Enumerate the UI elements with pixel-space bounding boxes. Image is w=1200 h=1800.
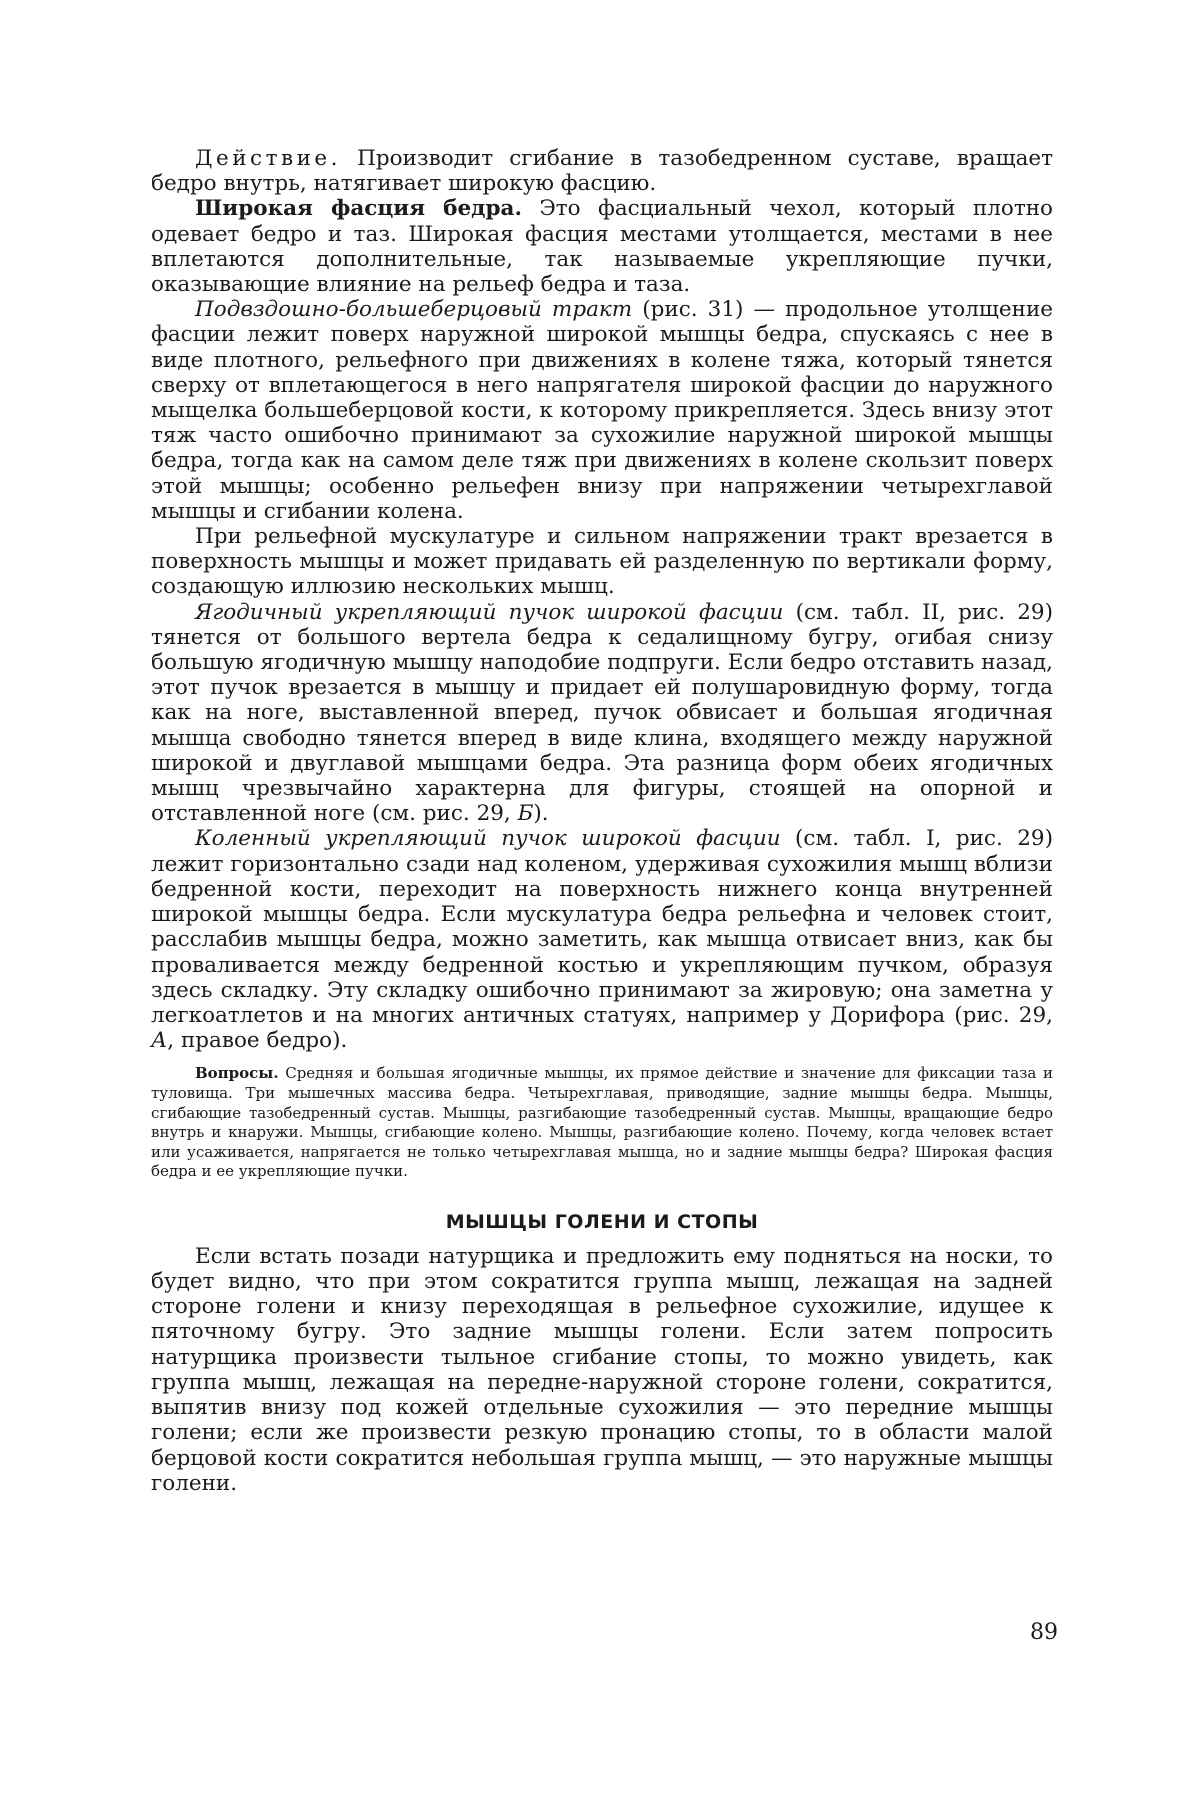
paragraph-lead-iliotibial-tract: Подвздошно-большеберцовый тракт (195, 297, 633, 323)
paragraph-text: (см. табл. I, рис. 29) лежит горизонтально сзади над коленом, удерживая сухожилия мышц вблизи бедренной кости, переходит на поверхность нижнего конца внутренней широкой мышцы бедра. Если мускулатура бедра рельефна и человек стоит, расслабив мышцы бедра, можно заметить, как мышца отвисает вниз, как бы проваливается между бедренной костью и укрепляющим пучком, образуя здесь складку. Эту складку ошибочно принимают за жировую; она заметна у легкоатлетов и на многих античных статуях, например у Дорифора (рис. 29, (151, 826, 1053, 1028)
paragraph-lead-action: Действие. (195, 146, 341, 171)
questions-label: Вопросы. (195, 1064, 279, 1083)
paragraph-text: Это фасциальный чехол, который плотно одевает бедро и таз. Широкая фасция местами утолщается, местами в нее вплетаются дополнительные, так называемые укрепляющие пучки, оказывающие влияние на рельеф бедра и таза. (151, 196, 1053, 298)
review-questions (151, 1064, 1053, 1182)
paragraph-text: Если встать позади натурщика и предложить ему подняться на носки, то будет видно, что при этом сократится группа мышц, лежащая на задней стороне голени и книзу переходящая в рельефное сухожилие, идущее к пяточному бугру. Это задние мышцы голени. Если затем попросить натурщика произвести тыльное сгибание стопы, то можно увидеть, как группа мышц, лежащая на передне-наружной стороне голени, сократится, выпятив внизу под кожей отдельные сухожилия — это передние мышцы голени; если же произвести резкую пронацию стопы, то в области малой берцовой кости сократится небольшая группа мышц, — это наружные мышцы голени. (151, 1243, 1053, 1496)
section-heading: МЫШЦЫ ГОЛЕНИ И СТОПЫ (445, 1210, 759, 1233)
paragraph-lead-knee-bundle: Коленный укрепляющий пучок широкой фасции (195, 826, 781, 852)
paragraph-shin-muscles (151, 1244, 1053, 1496)
paragraph-text: Производит сгибание в тазобедренном суставе, вращает бедро внутрь, натягивает широкую фасцию. (151, 146, 1053, 197)
paragraph-text: (рис. 31) — продольное утолщение фасции лежит поверх наружной широкой мышцы бедра, спускаясь с нее в виде плотного, рельефного при движениях в колене тяжа, который тянется сверху от вплетающегося в него напрягателя широкой фасции до наружного мыщелка большеберцовой кости, к которому прикрепляется. Здесь внизу этот тяж часто ошибочно принимают за сухожилие наружной широкой мышцы бедра, тогда как на самом деле тяж при движениях в колене скользит поверх этой мышцы; особенно рельефен внизу при напряжении четырехглавой мышцы и сгибании колена. (151, 297, 1053, 524)
figure-letter: А (151, 1028, 168, 1054)
paragraph-relief (151, 524, 1053, 600)
figure-letter: Б (517, 801, 534, 827)
paragraph-action (151, 146, 1053, 196)
paragraph-gluteal-bundle (151, 600, 1053, 827)
questions-text: Средняя и большая ягодичные мышцы, их прямое действие и значение для фиксации таза и туловища. Три мышечных массива бедра. Четырехглавая, приводящие, задние мышцы бедра. Мышцы, сгибающие тазобедренный сустав. Мышцы, разгибающие тазобедренный сустав. Мышцы, вращающие бедро внутрь и кнаружи. Мышцы, сгибающие колено. Мышцы, разгибающие колено. Почему, когда человек встает или усаживается, напрягается не только четырехглавая мышца, но и задние мышцы бедра? Широкая фасция бедра и ее укрепляющие пучки. (151, 1064, 1053, 1181)
body-text (151, 146, 1053, 1496)
paragraph-text: (см. табл. II, рис. 29) тянется от большого вертела бедра к седалищному бугру, огибая снизу большую ягодичную мышцу наподобие подпруги. Если бедро отставить назад, этот пучок врезается в мышцу и придает ей полушаровидную форму, тогда как на ноге, выставленной вперед, пучок обвисает и большая ягодичная мышца свободно тянется вперед в виде клина, входящего между наружной широкой и двуглавой мышцами бедра. Эта разница форм обеих ягодичных мышц чрезвычайно характерна для фигуры, стоящей на опорной и отставленной ноге (см. рис. 29, (151, 599, 1054, 827)
paragraph-lead-fascia-lata: Широкая фасция бедра. (195, 196, 522, 222)
paragraph-fascia-lata (151, 196, 1053, 297)
paragraph-lead-gluteal-bundle: Ягодичный укрепляющий пучок широкой фасции (195, 599, 784, 625)
paragraph-text: ). (533, 801, 549, 827)
paragraph-text: При рельефной мускулатуре и сильном напряжении тракт врезается в поверхность мышцы и может придавать ей разделенную по вертикали форму, создающую иллюзию нескольких мышц. (151, 524, 1053, 600)
paragraph-text: , правое бедро). (167, 1028, 348, 1054)
paragraph-knee-bundle (151, 826, 1053, 1053)
paragraph-iliotibial-tract (151, 297, 1053, 524)
page-number: 89 (1030, 1620, 1058, 1645)
